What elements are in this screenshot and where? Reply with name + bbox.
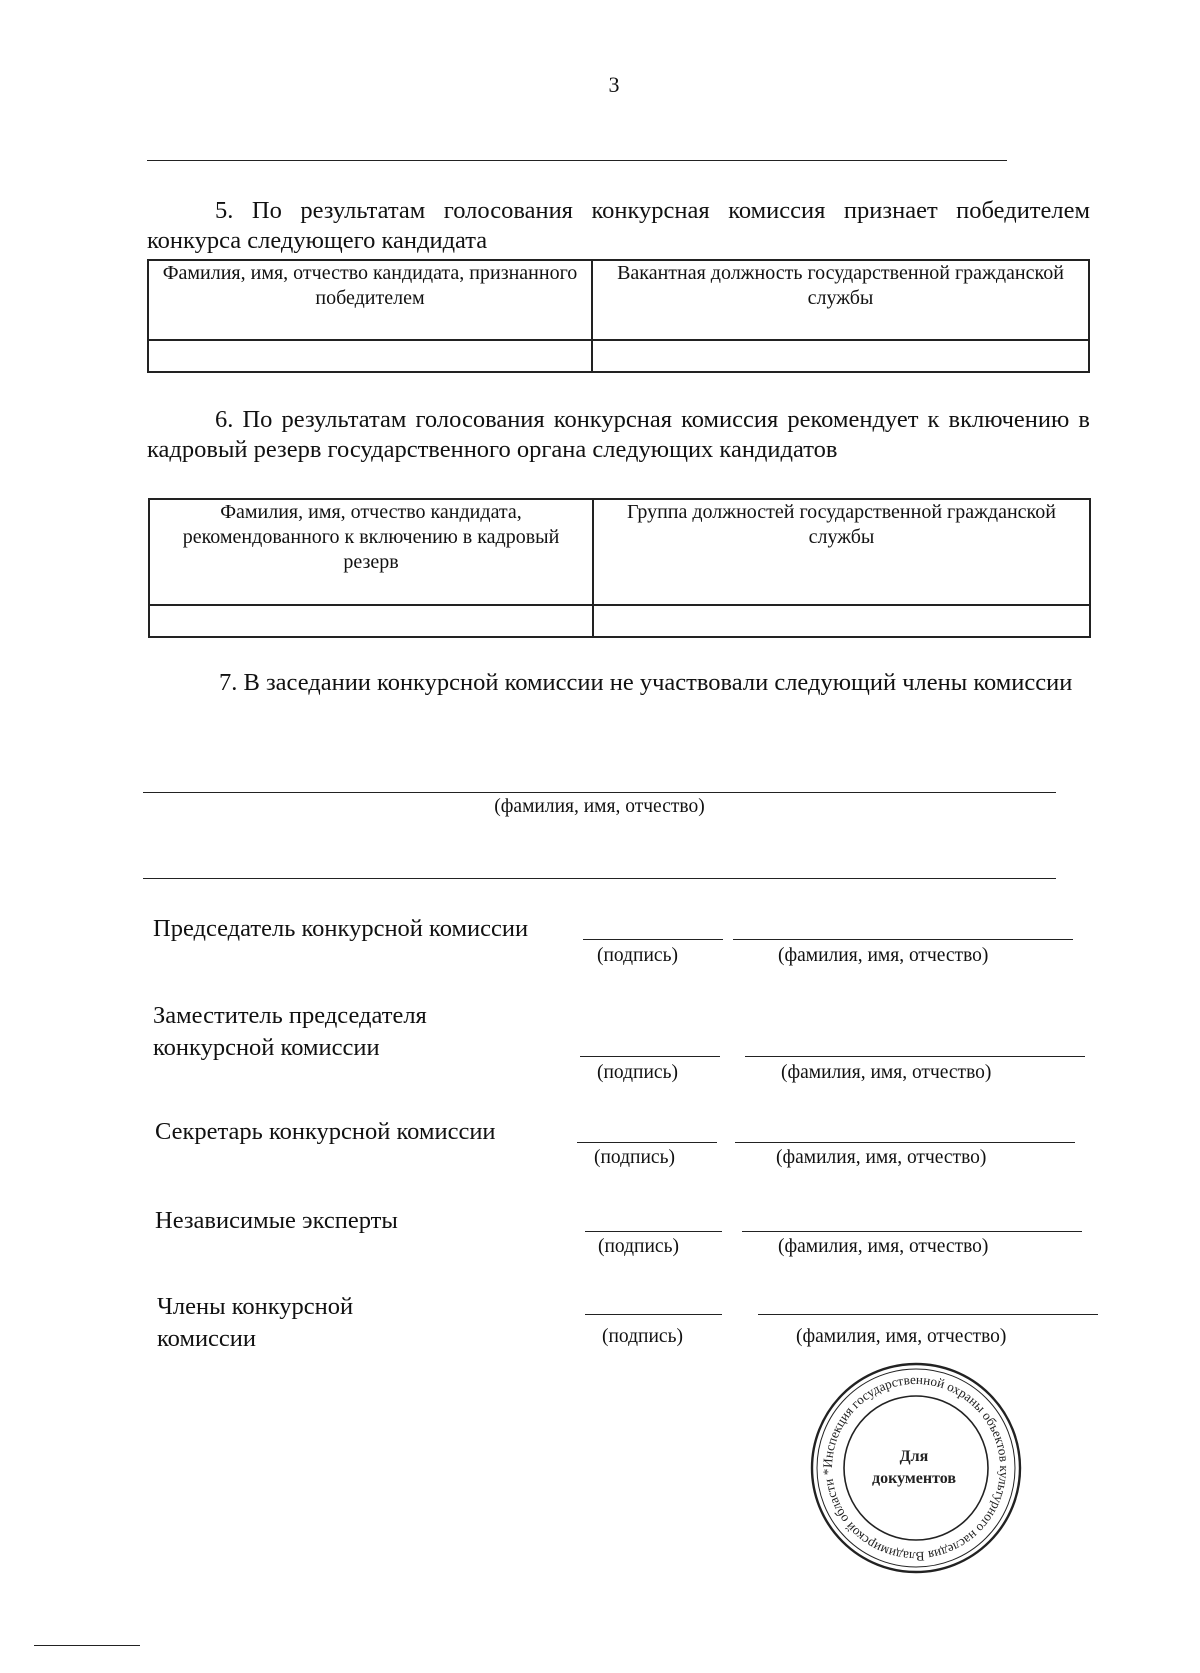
name-line bbox=[733, 939, 1073, 940]
name-caption: (фамилия, имя, отчество) bbox=[796, 1326, 1007, 1347]
winner-table bbox=[147, 259, 1090, 373]
page-number: 3 bbox=[608, 72, 620, 97]
signature-line bbox=[583, 939, 723, 940]
signature-caption: (подпись) bbox=[594, 1147, 675, 1168]
absent-members-line bbox=[143, 878, 1056, 879]
section-7-text: 7. В заседании конкурсной комиссии не участвовали следующий члены комиссии bbox=[219, 669, 1073, 696]
stamp-inner-ring bbox=[844, 1396, 988, 1540]
winner-table-header-position: Вакантная должность государственной гражданской службы bbox=[592, 260, 1089, 340]
name-line bbox=[742, 1231, 1082, 1232]
signature-line bbox=[577, 1142, 717, 1143]
absent-members-line bbox=[143, 792, 1056, 793]
secretary-label: Секретарь конкурсной комиссии bbox=[155, 1118, 496, 1145]
absent-members-caption: (фамилия, имя, отчество) bbox=[494, 796, 705, 817]
stamp-center-text: Для документов bbox=[872, 1448, 956, 1487]
reserve-table-cell bbox=[593, 605, 1090, 637]
name-caption: (фамилия, имя, отчество) bbox=[781, 1062, 992, 1083]
name-line bbox=[735, 1142, 1075, 1143]
stamp-ring-text: Инспекция государственной охраны объектов культурного наследия Владимирской области * bbox=[819, 1371, 1013, 1565]
deputy-chairman-label: Заместитель председателя конкурсной комиссии bbox=[153, 1002, 427, 1061]
signature-caption: (подпись) bbox=[598, 1236, 679, 1257]
signature-line bbox=[585, 1231, 722, 1232]
signature-line bbox=[585, 1314, 722, 1315]
reserve-table-cell bbox=[149, 605, 593, 637]
footer-rule bbox=[34, 1645, 140, 1646]
name-caption: (фамилия, имя, отчество) bbox=[778, 945, 989, 966]
reserve-table-header-name: Фамилия, имя, отчество кандидата, рекомендованного к включению в кадровый резерв bbox=[149, 499, 593, 605]
name-caption: (фамилия, имя, отчество) bbox=[776, 1147, 987, 1168]
experts-label: Независимые эксперты bbox=[155, 1207, 398, 1234]
section-6-text: 6. По результатам голосования конкурсная комиссия рекомендует к включению в кадровый резерв государственного органа следующих кандидатов bbox=[147, 406, 1090, 463]
chairman-label: Председатель конкурсной комиссии bbox=[153, 915, 529, 942]
name-caption: (фамилия, имя, отчество) bbox=[778, 1236, 989, 1257]
header-rule bbox=[147, 160, 1007, 161]
name-line bbox=[745, 1056, 1085, 1057]
winner-table-cell bbox=[148, 340, 592, 372]
winner-table-cell bbox=[592, 340, 1089, 372]
official-stamp bbox=[808, 1360, 1024, 1576]
name-line bbox=[758, 1314, 1098, 1315]
stamp-outer-ring bbox=[817, 1369, 1015, 1567]
winner-table-header-name: Фамилия, имя, отчество кандидата, признанного победителем bbox=[148, 260, 592, 340]
signature-caption: (подпись) bbox=[602, 1326, 683, 1347]
signature-caption: (подпись) bbox=[597, 945, 678, 966]
signature-caption: (подпись) bbox=[597, 1062, 678, 1083]
members-label: Члены конкурсной комиссии bbox=[157, 1293, 354, 1352]
section-5-text: 5. По результатам голосования конкурсная комиссия признает победителем конкурса следующего кандидата bbox=[147, 197, 1090, 254]
reserve-table bbox=[148, 498, 1091, 638]
reserve-table-header-group: Группа должностей государственной гражданской службы bbox=[593, 499, 1090, 605]
signature-line bbox=[580, 1056, 720, 1057]
